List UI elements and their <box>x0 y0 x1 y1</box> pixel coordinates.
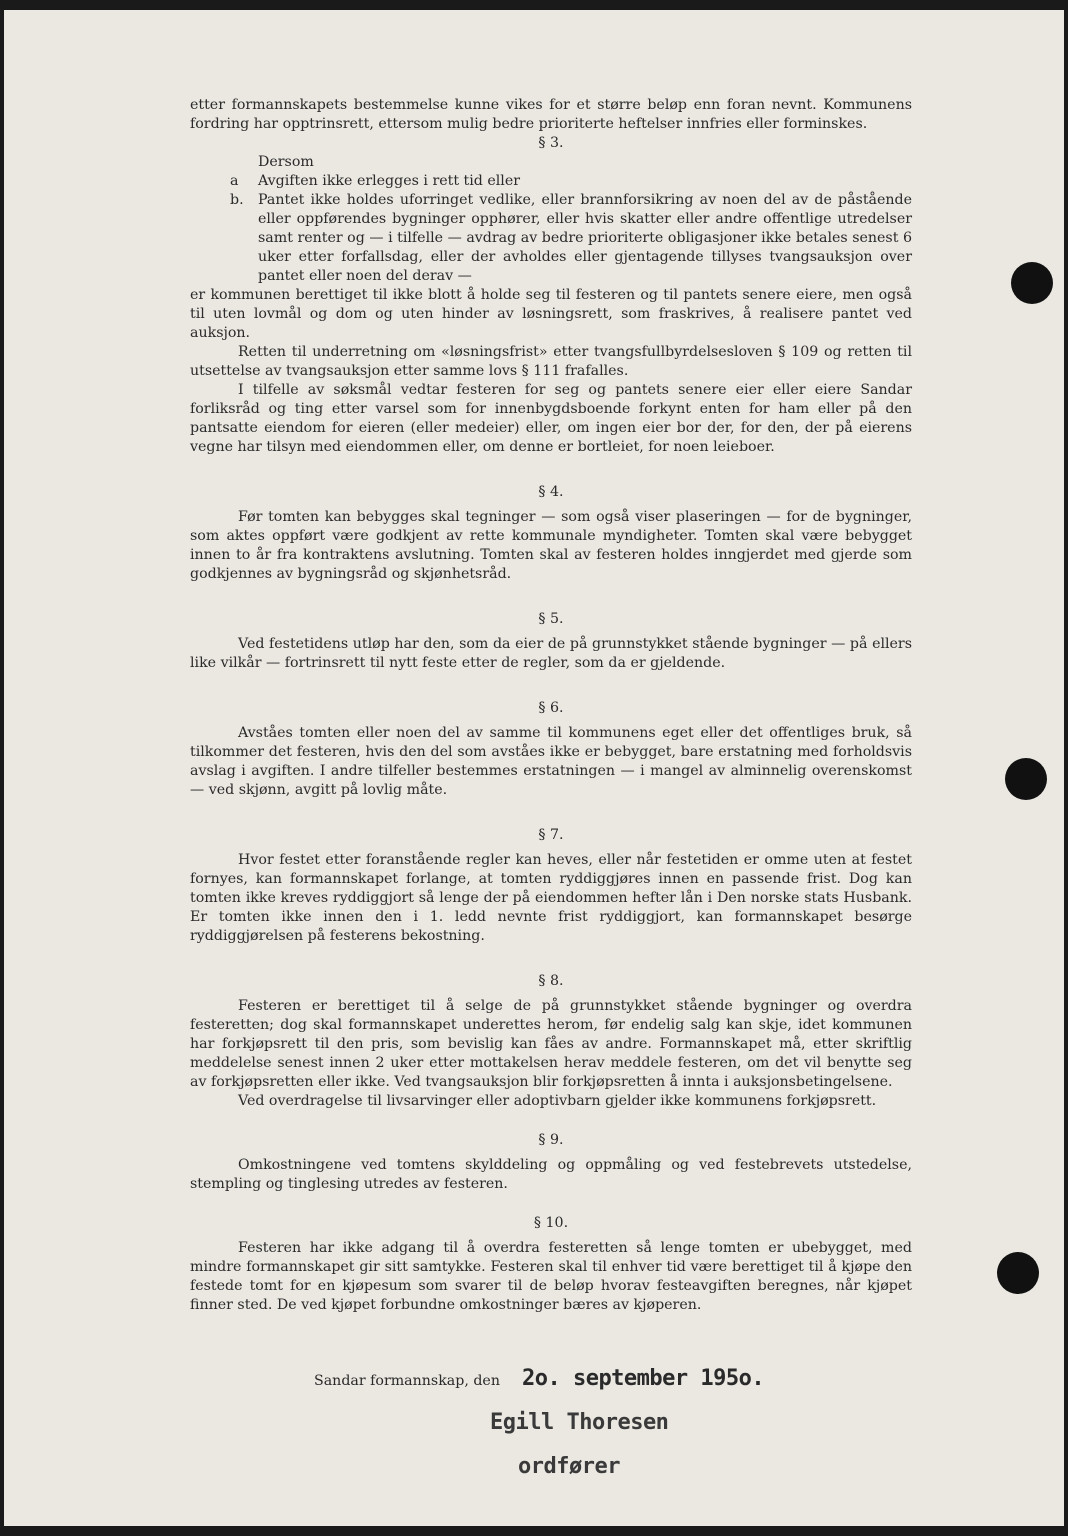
section-heading-4: § 4. <box>538 484 564 500</box>
paragraph-s9: Omkostningene ved tomtens skylddeling og oppmåling og ved festebrevets utstedelse, stempling og tinglesing utredes av festeren. <box>190 1157 912 1192</box>
section-heading-5: § 5. <box>538 611 564 627</box>
section-heading-7: § 7. <box>538 827 564 843</box>
paragraph-s8: Festeren er berettiget til å selge de på grunnstykket stående bygninger og overdra festeretten; dog skal formannskapet underettes herom, før endelig salg kan skje, idet kommunen har forkjøpsrett til den pris, som bevislig kan fåes av andre. Formannskapet må, etter skriftlig meddelelse senest innen 2 uker etter mottakelsen herav meddele festeren, om det vil benytte seg av forkjøpsretten eller ikke. Ved tvangsauksjon blir forkjøpsretten å innta i auksjonsbetingelsene. <box>190 998 912 1090</box>
section-heading-10: § 10. <box>533 1215 569 1231</box>
signatory-title: ordfører <box>518 1454 620 1479</box>
paragraph-s3-retten: Retten til underretning om «løsningsfrist» etter tvangsfullbyrdelsesloven § 109 og retten til utsettelse av tvangsauksjon etter samme lovs § 111 frafalles. <box>190 344 912 379</box>
punch-hole <box>1011 262 1053 304</box>
section-heading-9: § 9. <box>538 1132 564 1148</box>
paragraph-s6: Avståes tomten eller noen del av samme til kommunens eget eller det offentliges bruk, så tilkommer det festeren, hvis den del som avståes ikke er bebygget, bare erstatning med forholdsvis avslag i avgiften. I andre tilfeller bestemmes erstatningen — i mangel av alminnelig overenskomst — ved skjønn, avgitt på lovlig måte. <box>190 725 912 798</box>
signature-date: 2o. september 195o. <box>521 1366 765 1391</box>
list-item <box>230 191 912 286</box>
paragraph-s7: Hvor festet etter foranstående regler kan heves, eller når festetiden er omme uten at festet fornyes, kan formannskapet forlange, at tomten ryddiggjøres innen en passende frist. Dog kan tomten ikke kreves ryddiggjort så lenge der på eiendommen hefter lån i Den norske stats Husbank. Er tomten ikke innen den i 1. ledd nevnte frist ryddiggjort, kan formannskapet besørge ryddiggjørelsen på festerens bekostning. <box>190 852 912 944</box>
punch-hole <box>1005 758 1047 800</box>
paragraph-s3-after: er kommunen berettiget til ikke blott å holde seg til festeren og til pantets senere eiere, men også til uten lovmål og dom og uten hinder av løsningsrett, som fraskrives, å realisere pantet ved auksjon. <box>190 287 912 341</box>
condition-list <box>230 172 912 286</box>
item-label: a <box>230 173 239 189</box>
paragraph-s10: Festeren har ikke adgang til å overdra festeretten så lenge tomten er ubebygget, med mindre formannskapet gir sitt samtykke. Festeren skal til enhver tid være berettiget til å kjøpe den festede tomt for en kjøpesum som svarer til de beløp hvorav festeavgiften beregnes, når kjøpet finner sted. De ved kjøpet forbundne omkostninger bæres av kjøperen. <box>190 1240 912 1313</box>
paragraph-s3-tilfelle: I tilfelle av søksmål vedtar festeren for seg og pantets senere eier eller eiere Sandar forliksråd og ting etter varsel som for innenbygdsboende forkynt enten for ham eller på den pantsatte eiendom for eieren (eller medeier) eller, om ingen eier bor der, for den, der på eierens vegne har tilsyn med eiendommen eller, om denne er bortleiet, for noen leieboer. <box>190 382 912 455</box>
paragraph-dersom: Dersom <box>258 154 314 170</box>
list-item <box>230 172 912 191</box>
section-heading-3: § 3. <box>538 135 564 151</box>
paragraph-intro: etter formannskapets bestemmelse kunne vikes for et større beløp enn foran nevnt. Kommunens fordring har opptrinsrett, ettersom mulig bedre prioriterte heftelser innfries eller forminskes. <box>190 97 912 132</box>
paragraph-s5: Ved festetidens utløp har den, som da eier de på grunnstykket stående bygninger — på ellers like vilkår — fortrinsrett til nytt feste etter de regler, som da er gjeldende. <box>190 636 912 671</box>
paragraph-s4: Før tomten kan bebygges skal tegninger — som også viser plaseringen — for de bygninger, som aktes oppført være godkjent av rette kommunale myndigheter. Tomten skal være bebygget innen to år fra kontraktens avslutning. Tomten skal av festeren holdes inngjerdet med gjerde som godkjennes av bygningsråd og skjønhetsråd. <box>190 509 912 582</box>
item-text: Pantet ikke holdes uforringet vedlike, eller brannforsikring av noen del av de påstående eller oppførendes bygninger opphører, eller hvis skatter eller andre offentlige utredelser samt renter og — i tilfelle — avdrag av bedre prioriterte obligasjoner ikke betales senest 6 uker etter forfallsdag, eller der avholdes eller gjentagende tillyses tvangsauksjon over pantet eller noen del derav — <box>258 192 912 284</box>
document-page <box>4 10 1064 1526</box>
signatory-name: Egill Thoresen <box>490 1410 669 1435</box>
item-text: Avgiften ikke erlegges i rett tid eller <box>258 173 521 189</box>
punch-hole <box>997 1252 1039 1294</box>
item-label: b. <box>230 192 244 208</box>
paragraph-s8-b: Ved overdragelse til livsarvinger eller adoptivbarn gjelder ikke kommunens forkjøpsrett. <box>238 1093 877 1109</box>
document-body <box>190 96 912 1315</box>
place-label: Sandar formannskap, den <box>314 1373 500 1389</box>
section-heading-6: § 6. <box>538 700 564 716</box>
date-line <box>314 1366 764 1391</box>
section-heading-8: § 8. <box>538 973 564 989</box>
